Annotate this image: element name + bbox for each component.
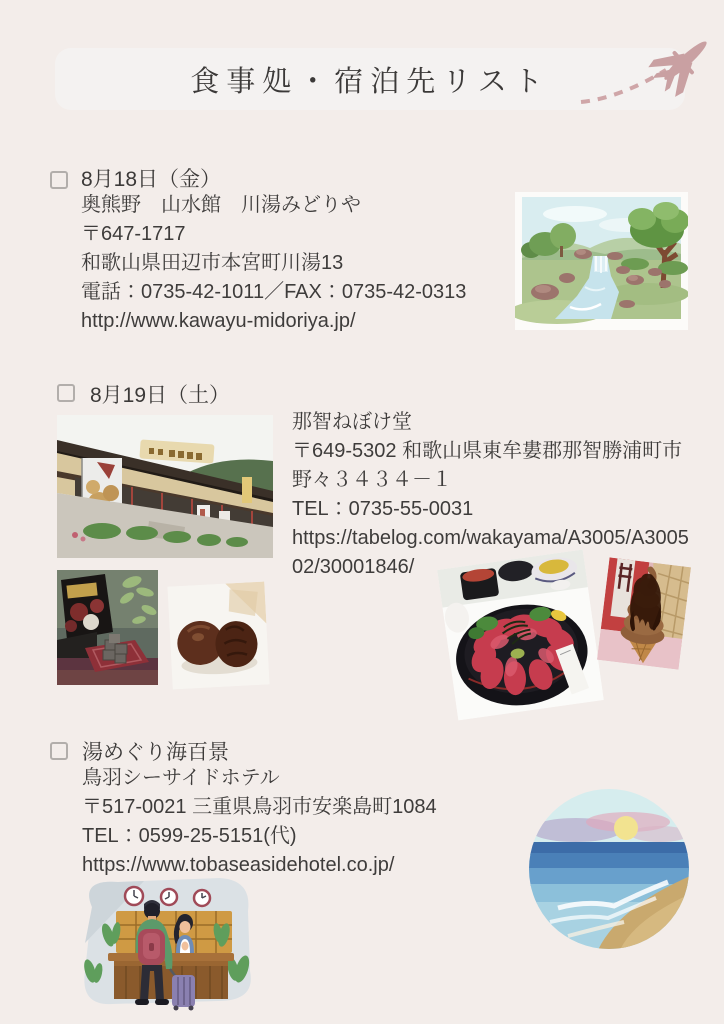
storefront-photo	[57, 415, 273, 558]
address-line-2: 野々３４３４－１	[292, 469, 452, 491]
venue-name: 那智ねぼけ堂	[292, 411, 412, 433]
entry-details	[82, 764, 522, 880]
chocolate-soft-serve-photo	[597, 557, 691, 669]
website-url-line-1[interactable]: https://tabelog.com/wakayama/A3005/A3005	[292, 527, 689, 549]
entry-title-heading: 湯めぐり海百景	[82, 741, 229, 764]
sea-beach-watercolor	[528, 788, 690, 950]
website-url[interactable]: https://www.tobaseasidehotel.co.jp/	[82, 854, 395, 876]
postal-code: 〒647-1717	[81, 223, 186, 245]
checkbox-icon[interactable]	[50, 742, 68, 760]
checkbox-icon[interactable]	[50, 171, 68, 189]
website-url-line-2[interactable]: 02/30001846/	[292, 556, 415, 578]
venue-name: 奥熊野 山水館 川湯みどりや	[81, 194, 361, 216]
address-line-1: 〒649-5302 和歌山県東牟婁郡那智勝浦町市	[292, 440, 683, 462]
hotel-name: 鳥羽シーサイドホテル	[82, 767, 280, 789]
entry-details	[292, 408, 722, 582]
airplane-icon	[646, 24, 722, 100]
page-title: 食事処・宿泊先リスト	[190, 65, 550, 98]
black-candy-photo	[57, 570, 158, 685]
hotel-reception-illustration	[72, 873, 258, 1016]
phone: TEL：0735-55-0031	[292, 498, 474, 520]
entry-details	[81, 191, 511, 336]
chocolate-confection-photo	[167, 582, 269, 690]
address: 〒517-0021 三重県鳥羽市安楽島町1084	[82, 796, 437, 818]
river-landscape-illustration	[515, 192, 688, 330]
website-url[interactable]: http://www.kawayu-midoriya.jp/	[81, 310, 356, 332]
entry-date-heading: 8月18日（金）	[81, 168, 222, 191]
entry-date-heading: 8月19日（土）	[90, 384, 231, 407]
checkbox-icon[interactable]	[57, 384, 75, 402]
address: 和歌山県田辺市本宮町川湯13	[81, 252, 344, 274]
phone: TEL：0599-25-5151(代)	[82, 825, 297, 847]
tuna-rice-bowl-photo	[437, 550, 604, 721]
phone-fax: 電話：0735-42-1011／FAX：0735-42-0313	[81, 281, 467, 303]
